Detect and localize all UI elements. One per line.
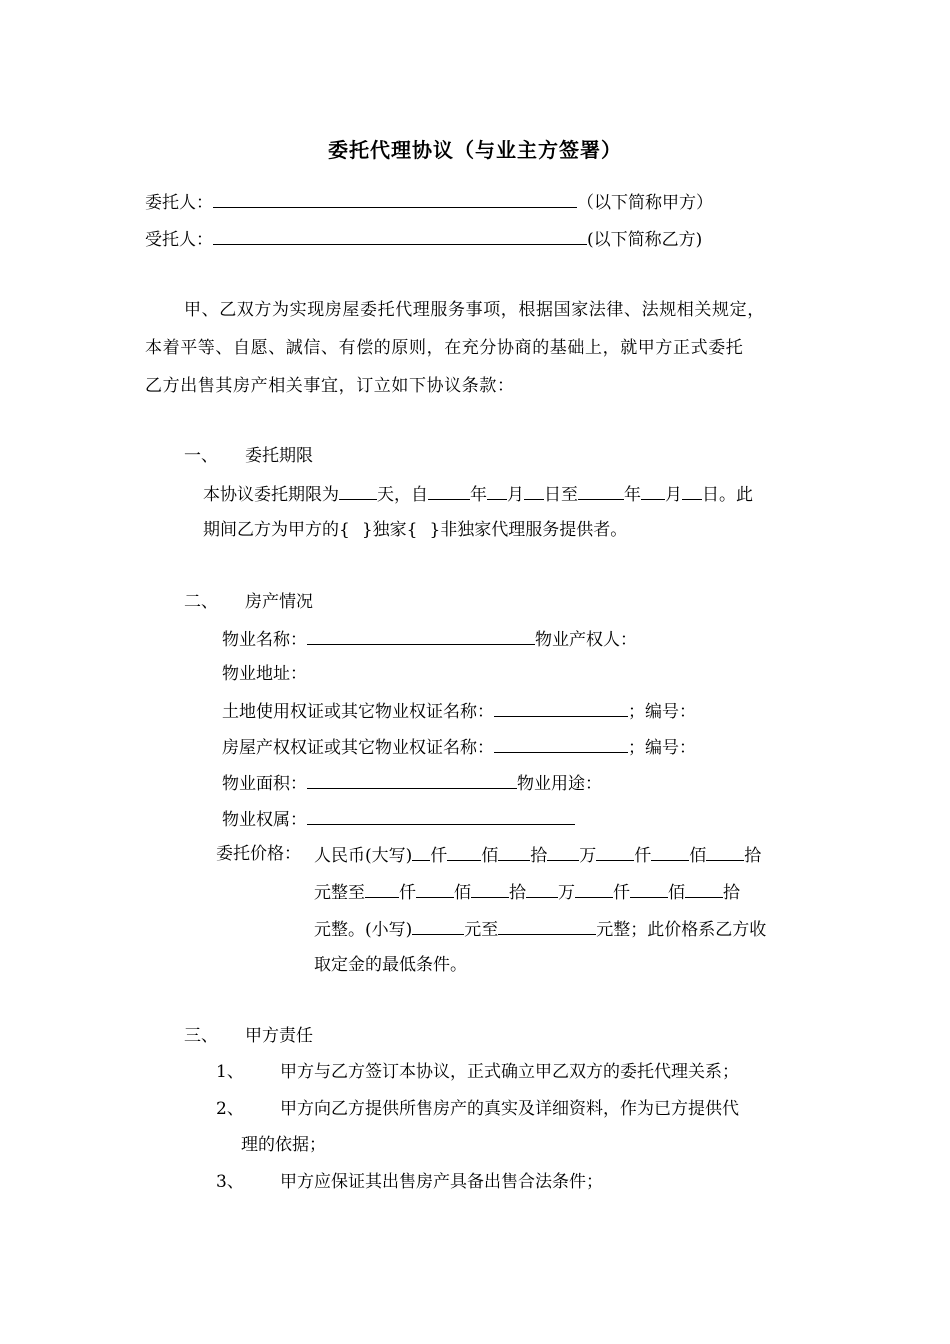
- land-cert-line: [222, 698, 696, 724]
- price-text: 仟: [399, 883, 416, 903]
- price-blank[interactable]: [651, 842, 689, 861]
- price-line-3: [314, 916, 766, 942]
- term-text: 天，自: [377, 485, 428, 505]
- property-name-line: [222, 626, 637, 652]
- section1-num: 一、: [184, 446, 218, 466]
- price-min-blank[interactable]: [412, 916, 464, 935]
- price-text: 佰: [689, 846, 707, 866]
- preamble-line-2: 本着平等、自愿、誠信、有偿的原则，在充分协商的基础上，就甲方正式委托: [145, 338, 744, 358]
- land-cert-blank[interactable]: [494, 698, 628, 717]
- section1-heading: 委托期限: [245, 446, 313, 466]
- house-cert-blank[interactable]: [494, 734, 628, 753]
- preamble-line-1: 甲、乙双方为实现房屋委托代理服务事项，根据国家法律、法规相关规定，: [184, 300, 765, 320]
- price-max-blank[interactable]: [498, 916, 596, 935]
- term-text: }非独家代理服务提供者。: [429, 520, 628, 540]
- preamble-line-3: 乙方出售其房产相关事宜，订立如下协议条款：: [145, 376, 515, 396]
- end-year-blank[interactable]: [578, 481, 624, 500]
- duty-item-text-cont: 理的依据；: [241, 1135, 326, 1155]
- house-cert-label: 房屋产权权证或其它物业权证名称：: [222, 738, 494, 758]
- area-line: [222, 770, 602, 796]
- price-line-2: [314, 879, 740, 905]
- price-blank[interactable]: [416, 879, 454, 898]
- price-blank[interactable]: [526, 879, 558, 898]
- price-text: 拾: [530, 846, 548, 866]
- agent-blank[interactable]: [213, 226, 587, 245]
- term-text: 本协议委托期限为: [203, 485, 339, 505]
- term-text: 日至: [544, 485, 578, 505]
- term-text: 日。此: [702, 485, 753, 505]
- term-text: 月: [665, 485, 682, 505]
- price-blank[interactable]: [596, 842, 634, 861]
- property-address-label: 物业地址：: [222, 664, 307, 684]
- property-name-label: 物业名称：: [222, 630, 307, 650]
- price-text: 拾: [509, 883, 526, 903]
- property-owner-label: 物业产权人：: [535, 630, 637, 650]
- section3-num: 三、: [184, 1026, 218, 1046]
- term-line-1: [203, 481, 753, 507]
- price-line-4: 取定金的最低条件。: [314, 955, 467, 975]
- land-cert-label: 土地使用权证或其它物业权证名称：: [222, 702, 494, 722]
- area-label: 物业面积：: [222, 774, 307, 794]
- price-blank[interactable]: [575, 879, 613, 898]
- price-text: 元整；此价格系乙方收: [596, 920, 767, 940]
- term-text: 年: [624, 485, 641, 505]
- price-blank[interactable]: [365, 879, 399, 898]
- price-text: 万: [558, 883, 575, 903]
- days-blank[interactable]: [339, 481, 377, 500]
- principal-suffix: （以下简称甲方）: [577, 193, 713, 213]
- price-text: 元至: [464, 920, 499, 940]
- start-day-blank[interactable]: [524, 481, 544, 500]
- duty-item-num: 3、: [216, 1172, 244, 1192]
- house-cert-number-label: ；编号：: [628, 738, 696, 758]
- price-text: 万: [579, 846, 597, 866]
- property-name-blank[interactable]: [307, 626, 535, 645]
- price-text: 佰: [481, 846, 499, 866]
- end-month-blank[interactable]: [641, 481, 665, 500]
- price-blank[interactable]: [447, 842, 481, 861]
- section3-heading: 甲方责任: [245, 1026, 313, 1046]
- house-cert-line: [222, 734, 696, 760]
- agent-suffix: (以下简称乙方): [587, 230, 703, 250]
- term-text: 月: [507, 485, 524, 505]
- duty-item-text: 甲方应保证其出售房产具备出售合法条件；: [280, 1172, 603, 1192]
- term-text: }独家{: [361, 520, 418, 540]
- start-month-blank[interactable]: [487, 481, 507, 500]
- term-line-2: [203, 518, 627, 542]
- price-blank[interactable]: [471, 879, 509, 898]
- price-blank[interactable]: [685, 879, 723, 898]
- document-title: 委托代理协议（与业主方签署）: [328, 138, 622, 162]
- principal-blank[interactable]: [213, 189, 577, 208]
- agent-label: 受托人：: [145, 230, 213, 250]
- agent-line: [145, 226, 702, 252]
- section2-heading: 房产情况: [245, 592, 313, 612]
- price-blank[interactable]: [498, 842, 530, 861]
- land-cert-number-label: ；编号：: [628, 702, 696, 722]
- price-text: 元整至: [314, 883, 365, 903]
- price-blank[interactable]: [547, 842, 579, 861]
- price-blank[interactable]: [706, 842, 744, 861]
- principal-line: [145, 189, 713, 215]
- usage-label: 物业用途：: [517, 774, 602, 794]
- price-text: 仟: [430, 846, 448, 866]
- term-text: 年: [470, 485, 487, 505]
- duty-item-num: 2、: [216, 1099, 244, 1119]
- price-text: 仟: [634, 846, 652, 866]
- price-label: 委托价格：: [216, 844, 301, 864]
- price-text: 拾: [744, 846, 762, 866]
- term-text: 期间乙方为甲方的{: [203, 520, 350, 540]
- duty-item-text: 甲方向乙方提供所售房产的真实及详细资料，作为已方提供代: [280, 1099, 739, 1119]
- area-blank[interactable]: [307, 770, 517, 789]
- ownership-label: 物业权属：: [222, 810, 307, 830]
- end-day-blank[interactable]: [682, 481, 702, 500]
- start-year-blank[interactable]: [428, 481, 470, 500]
- price-line-1: [314, 842, 761, 868]
- price-text: 人民币(大写): [314, 846, 413, 866]
- principal-label: 委托人：: [145, 193, 213, 213]
- duty-item-text: 甲方与乙方签订本协议，正式确立甲乙双方的委托代理关系；: [280, 1062, 739, 1082]
- price-text: 拾: [723, 883, 740, 903]
- price-blank[interactable]: [412, 842, 430, 861]
- ownership-line: [222, 806, 575, 832]
- duty-item-num: 1、: [216, 1062, 244, 1082]
- price-text: 元整。(小写): [314, 920, 413, 940]
- ownership-blank[interactable]: [307, 806, 575, 825]
- price-text: 仟: [613, 883, 630, 903]
- price-text: 佰: [668, 883, 685, 903]
- price-blank[interactable]: [630, 879, 668, 898]
- section2-num: 二、: [184, 592, 218, 612]
- price-text: 佰: [454, 883, 471, 903]
